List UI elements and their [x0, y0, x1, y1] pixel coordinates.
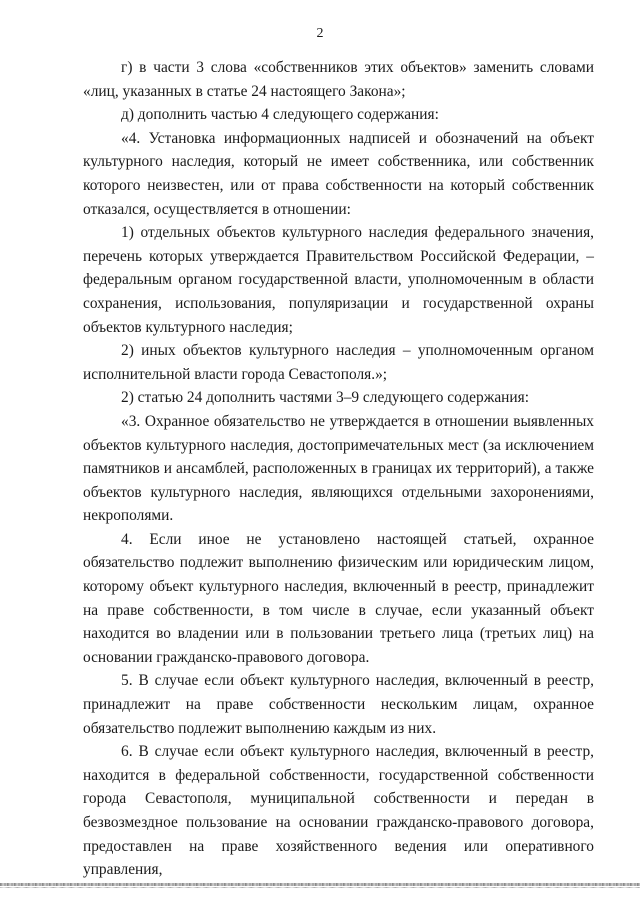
- paragraph-amendment-d: д) дополнить частью 4 следующего содержания:: [121, 106, 439, 124]
- paragraph-amendment-g: г) в части 3 слова «собственников этих объектов» заменить словами «лиц, указанных в статье 24 настоящего Закона»;: [83, 59, 594, 100]
- paragraph-item-2: 2) иных объектов культурного наследия – уполномоченным органом исполнительной власти города Севастополя.»;: [83, 342, 594, 383]
- document-body: [83, 56, 594, 882]
- page-number: 2: [316, 26, 324, 41]
- scan-bottom-edge: [0, 880, 640, 905]
- paragraph-part-3: «3. Охранное обязательство не утверждается в отношении выявленных объектов культурного наследия, достопримечательных мест (за исключением памятников и ансамблей, расположенных в границах их территорий), а также объектов культурного наследия, являющихся отдельными захоронениями, некрополями.: [83, 412, 594, 525]
- paragraph-article-24: 2) статью 24 дополнить частями 3–9 следующего содержания:: [121, 389, 529, 407]
- paragraph-part-5: 5. В случае если объект культурного наследия, включенный в реестр, принадлежит на праве собственности нескольким лицам, охранное обязательство подлежит выполнению каждым из них.: [83, 672, 594, 737]
- scan-noise-line: [0, 887, 640, 888]
- scan-noise-strip: [0, 883, 640, 886]
- paragraph-item-1: 1) отдельных объектов культурного наследия федерального значения, перечень которых утверждается Правительством Российской Федерации, – федеральным органом государственной власти, уполномоченным в области сохранения, использования, популяризации и государственной охраны объектов культурного наследия;: [83, 224, 594, 336]
- paragraph-part-4-obligation: 4. Если иное не установлено настоящей статьей, охранное обязательство подлежит выполнению физическим или юридическим лицом, которому объект культурного наследия, включенный в реестр, принадлежит на праве собственности, в том числе в случае, если указанный объект находится во владении или в пользовании третьего лица (третьих лиц) на основании гражданско-правового договора.: [83, 530, 594, 666]
- paragraph-part-6: 6. В случае если объект культурного наследия, включенный в реестр, находится в федеральной собственности, государственной собственности города Севастополя, муниципальной собственности и передан в безвозмездное пользование на основании гражданско-правового договора, предоставлен на праве хозяйственного ведения или оперативного управления,: [83, 743, 594, 879]
- paragraph-part-4: «4. Установка информационных надписей и обозначений на объект культурного наследия, который не имеет собственника, или собственник которого неизвестен, или от права собственности на который собственник отказался, осуществляется в отношении:: [83, 129, 594, 218]
